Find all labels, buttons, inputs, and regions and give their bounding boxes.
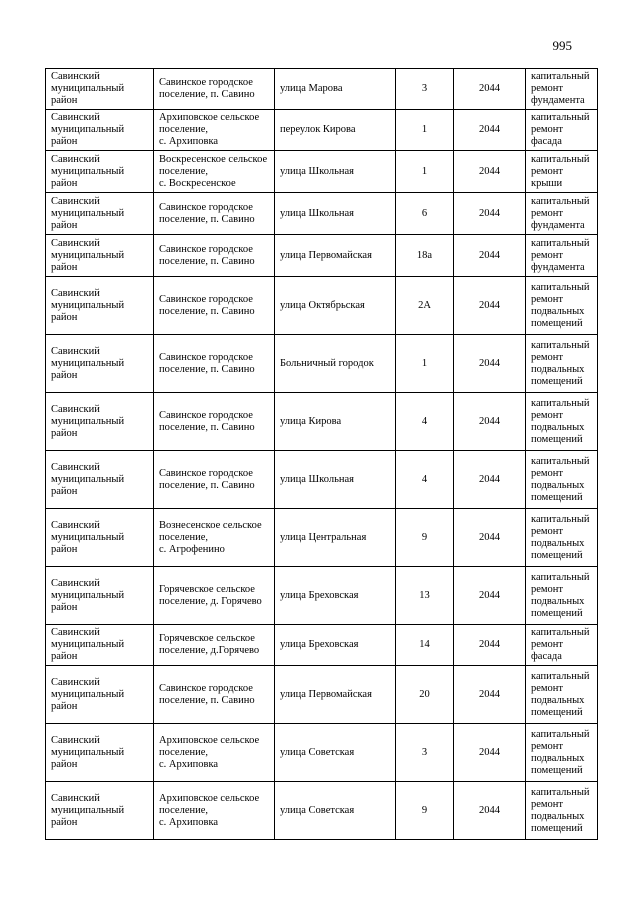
district-cell-text: Савинский муниципальный район <box>51 71 125 106</box>
year-cell <box>454 666 526 724</box>
street-cell-text: улица Первомайская <box>280 249 372 261</box>
street-cell-text: переулок Кирова <box>280 124 356 135</box>
table-row <box>46 666 598 724</box>
house-number-cell <box>396 235 454 277</box>
district-cell <box>46 666 154 724</box>
street-cell <box>275 193 396 235</box>
year-cell <box>454 193 526 235</box>
year-cell <box>454 235 526 277</box>
street-cell <box>275 277 396 335</box>
district-cell <box>46 625 154 666</box>
settlement-cell-text: Савинское городское поселение, п. Савино <box>159 201 255 225</box>
table-row <box>46 625 598 666</box>
year-cell <box>454 69 526 110</box>
year-cell <box>454 393 526 451</box>
street-cell-text: улица Школьная <box>280 473 354 485</box>
district-cell-text: Савинский муниципальный район <box>51 519 125 555</box>
settlement-cell-text: Савинское городское поселение, п. Савино <box>159 293 255 317</box>
settlement-cell <box>154 782 275 840</box>
house-number-cell <box>396 335 454 393</box>
settlement-cell-text: Горячевское сельское поселение, д. Горячево <box>159 583 262 607</box>
work-type-cell <box>526 724 598 782</box>
year-cell <box>454 277 526 335</box>
house-number-cell-text: 4 <box>421 415 428 427</box>
settlement-cell-text: Архиповское сельское поселение, с. Архиповка <box>159 792 260 828</box>
district-cell <box>46 782 154 840</box>
year-cell <box>454 567 526 625</box>
year-cell <box>454 335 526 393</box>
work-type-cell-text: капитальный ремонт подвальных помещений <box>531 339 590 387</box>
work-type-cell <box>526 567 598 625</box>
table-body <box>46 69 598 840</box>
district-cell <box>46 393 154 451</box>
settlement-cell <box>154 277 275 335</box>
work-type-cell-text: капитальный ремонт подвальных помещений <box>531 281 590 329</box>
street-cell-text: улица Октябрьская <box>280 299 365 311</box>
work-type-cell <box>526 335 598 393</box>
table-row <box>46 509 598 567</box>
year-cell <box>454 110 526 151</box>
district-cell-text: Савинский муниципальный район <box>51 627 125 662</box>
street-cell <box>275 625 396 666</box>
table-row <box>46 193 598 235</box>
street-cell <box>275 724 396 782</box>
table-row <box>46 235 598 277</box>
work-type-cell <box>526 451 598 509</box>
district-cell-text: Савинский муниципальный район <box>51 237 125 273</box>
work-type-cell <box>526 69 598 110</box>
settlement-cell-text: Воскресенское сельское поселение, с. Воскресенское <box>159 153 268 189</box>
street-cell <box>275 335 396 393</box>
street-cell-text: улица Марова <box>280 83 343 94</box>
district-cell <box>46 193 154 235</box>
house-number-cell-text: 20 <box>419 688 430 700</box>
district-cell-text: Савинский муниципальный район <box>51 153 125 189</box>
street-cell-text: улица Первомайская <box>280 688 372 700</box>
table-row <box>46 277 598 335</box>
table-row <box>46 151 598 193</box>
district-cell <box>46 451 154 509</box>
work-type-cell-text: капитальный ремонт подвальных помещений <box>531 786 590 834</box>
year-cell <box>454 509 526 567</box>
house-number-cell <box>396 782 454 840</box>
table-row <box>46 69 598 110</box>
work-type-cell <box>526 509 598 567</box>
district-cell-text: Савинский муниципальный район <box>51 461 125 497</box>
district-cell-text: Савинский муниципальный район <box>51 195 125 231</box>
house-number-cell <box>396 724 454 782</box>
year-cell-text: 2044 <box>479 83 500 94</box>
work-type-cell <box>526 666 598 724</box>
work-type-cell-text: капитальный ремонт крыши <box>531 153 590 189</box>
year-cell <box>454 625 526 666</box>
work-type-cell <box>526 193 598 235</box>
work-type-cell-text: капитальный ремонт подвальных помещений <box>531 455 590 503</box>
house-number-cell <box>396 625 454 666</box>
settlement-cell-text: Савинское городское поселение, п. Савино <box>159 409 255 433</box>
street-cell <box>275 782 396 840</box>
district-cell <box>46 724 154 782</box>
house-number-cell <box>396 110 454 151</box>
year-cell-text: 2044 <box>479 415 500 427</box>
house-number-cell <box>396 151 454 193</box>
street-cell <box>275 235 396 277</box>
work-type-cell <box>526 110 598 151</box>
house-number-cell-text: 9 <box>421 804 428 816</box>
year-cell-text: 2044 <box>479 249 500 261</box>
settlement-cell <box>154 625 275 666</box>
settlement-cell-text: Вознесенское сельское поселение, с. Агрофенино <box>159 519 262 555</box>
settlement-cell <box>154 451 275 509</box>
street-cell-text: улица Советская <box>280 804 355 816</box>
street-cell-text: улица Бреховская <box>280 639 359 650</box>
house-number-cell <box>396 666 454 724</box>
house-number-cell-text: 3 <box>421 746 428 758</box>
settlement-cell-text: Савинское городское поселение, п. Савино <box>159 467 255 491</box>
settlement-cell-text: Савинское городское поселение, п. Савино <box>159 351 255 375</box>
district-cell-text: Савинский муниципальный район <box>51 112 125 147</box>
settlement-cell <box>154 393 275 451</box>
house-number-cell <box>396 193 454 235</box>
table-row <box>46 567 598 625</box>
street-cell <box>275 451 396 509</box>
district-cell <box>46 277 154 335</box>
year-cell-text: 2044 <box>479 589 500 601</box>
settlement-cell <box>154 235 275 277</box>
house-number-cell-text: 4 <box>421 473 428 485</box>
street-cell <box>275 393 396 451</box>
street-cell <box>275 151 396 193</box>
house-number-cell-text: 18а <box>416 249 433 261</box>
work-type-cell-text: капитальный ремонт фундамента <box>531 71 590 106</box>
table-row <box>46 724 598 782</box>
year-cell-text: 2044 <box>479 207 500 219</box>
settlement-cell <box>154 567 275 625</box>
year-cell-text: 2044 <box>479 165 500 177</box>
district-cell-text: Савинский муниципальный район <box>51 792 125 828</box>
district-cell <box>46 235 154 277</box>
house-number-cell-text: 13 <box>419 589 430 601</box>
year-cell <box>454 151 526 193</box>
district-cell-text: Савинский муниципальный район <box>51 345 125 381</box>
work-type-cell-text: капитальный ремонт фундамента <box>531 237 590 273</box>
work-type-cell <box>526 277 598 335</box>
work-type-cell <box>526 782 598 840</box>
district-cell <box>46 509 154 567</box>
work-type-cell-text: капитальный ремонт подвальных помещений <box>531 728 590 776</box>
house-number-cell-text: 1 <box>421 165 428 177</box>
house-number-cell <box>396 451 454 509</box>
house-number-cell-text: 1 <box>421 357 428 369</box>
settlement-cell <box>154 69 275 110</box>
settlement-cell <box>154 509 275 567</box>
district-cell-text: Савинский муниципальный район <box>51 403 125 439</box>
year-cell <box>454 782 526 840</box>
house-number-cell-text: 9 <box>421 531 428 543</box>
settlement-cell <box>154 335 275 393</box>
settlement-cell <box>154 666 275 724</box>
street-cell-text: улица Советская <box>280 746 355 758</box>
district-cell <box>46 151 154 193</box>
district-cell-text: Савинский муниципальный район <box>51 734 125 770</box>
street-cell-text: улица Центральная <box>280 531 367 543</box>
house-number-cell <box>396 393 454 451</box>
house-number-cell-text: 6 <box>421 207 428 219</box>
year-cell <box>454 724 526 782</box>
year-cell-text: 2044 <box>479 639 500 650</box>
year-cell <box>454 451 526 509</box>
settlement-cell <box>154 151 275 193</box>
year-cell-text: 2044 <box>479 124 500 135</box>
work-type-cell <box>526 151 598 193</box>
settlement-cell-text: Савинское городское поселение, п. Савино <box>159 243 255 267</box>
house-number-cell-text: 2А <box>418 299 431 311</box>
table-row <box>46 782 598 840</box>
year-cell-text: 2044 <box>479 688 500 700</box>
street-cell-text: улица Бреховская <box>280 589 359 601</box>
work-type-cell-text: капитальный ремонт подвальных помещений <box>531 670 590 718</box>
settlement-cell <box>154 724 275 782</box>
house-number-cell-text: 1 <box>421 124 428 135</box>
house-number-cell <box>396 69 454 110</box>
work-type-cell-text: капитальный ремонт подвальных помещений <box>531 571 590 619</box>
district-cell <box>46 110 154 151</box>
street-cell <box>275 567 396 625</box>
year-cell-text: 2044 <box>479 299 500 311</box>
settlement-cell-text: Савинское городское поселение, п. Савино <box>159 77 255 100</box>
street-cell <box>275 509 396 567</box>
work-type-cell-text: капитальный ремонт подвальных помещений <box>531 397 590 445</box>
house-number-cell <box>396 567 454 625</box>
district-cell <box>46 69 154 110</box>
table-row <box>46 451 598 509</box>
street-cell <box>275 69 396 110</box>
settlement-cell <box>154 110 275 151</box>
settlement-cell-text: Савинское городское поселение, п. Савино <box>159 682 255 706</box>
table-row <box>46 110 598 151</box>
settlement-cell-text: Архиповское сельское поселение, с. Архиповка <box>159 734 260 770</box>
district-cell-text: Савинский муниципальный район <box>51 676 125 712</box>
work-type-cell-text: капитальный ремонт фундамента <box>531 195 590 231</box>
street-cell <box>275 110 396 151</box>
year-cell-text: 2044 <box>479 746 500 758</box>
work-type-cell-text: капитальный ремонт фасада <box>531 627 590 662</box>
district-cell-text: Савинский муниципальный район <box>51 287 125 323</box>
year-cell-text: 2044 <box>479 473 500 485</box>
repair-schedule-table <box>45 68 598 840</box>
street-cell-text: улица Школьная <box>280 207 354 219</box>
house-number-cell-text: 14 <box>419 639 430 650</box>
street-cell-text: Больничный городок <box>280 357 374 369</box>
work-type-cell <box>526 235 598 277</box>
settlement-cell <box>154 193 275 235</box>
street-cell <box>275 666 396 724</box>
house-number-cell <box>396 509 454 567</box>
settlement-cell-text: Архиповское сельское поселение, с. Архиповка <box>159 112 260 147</box>
house-number-cell-text: 3 <box>421 83 428 94</box>
year-cell-text: 2044 <box>479 804 500 816</box>
street-cell-text: улица Кирова <box>280 415 342 427</box>
page-number: 995 <box>552 38 572 53</box>
district-cell-text: Савинский муниципальный район <box>51 577 125 613</box>
house-number-cell <box>396 277 454 335</box>
street-cell-text: улица Школьная <box>280 165 354 177</box>
district-cell <box>46 567 154 625</box>
table-row <box>46 335 598 393</box>
district-cell <box>46 335 154 393</box>
work-type-cell <box>526 393 598 451</box>
work-type-cell-text: капитальный ремонт фасада <box>531 112 590 147</box>
work-type-cell-text: капитальный ремонт подвальных помещений <box>531 513 590 561</box>
table-row <box>46 393 598 451</box>
settlement-cell-text: Горячевское сельское поселение, д.Горячево <box>159 633 260 656</box>
year-cell-text: 2044 <box>479 531 500 543</box>
year-cell-text: 2044 <box>479 357 500 369</box>
work-type-cell <box>526 625 598 666</box>
